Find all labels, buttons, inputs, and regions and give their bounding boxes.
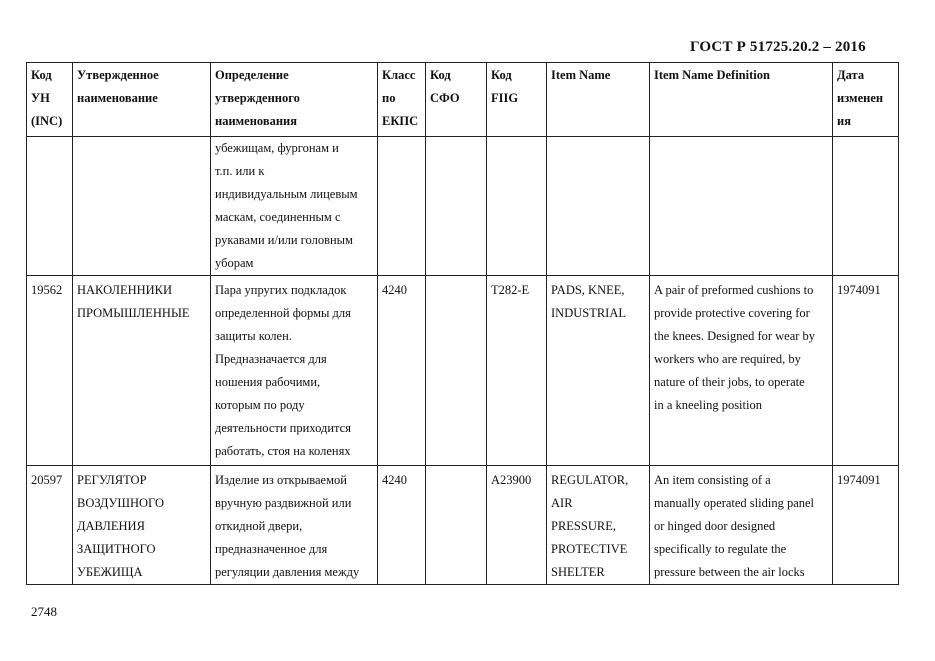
cell-ekps-class: 4240 <box>378 276 426 466</box>
text-line: Код <box>491 68 512 82</box>
text-line: рукавами и/или головным <box>215 233 353 247</box>
cell-change-date: 1974091 <box>833 466 899 585</box>
text-line: PRESSURE, <box>551 519 616 533</box>
cell-sfo-code <box>426 466 487 585</box>
text-line: Класс <box>382 68 416 82</box>
text-line: Item Name <box>551 68 611 82</box>
text-line: PADS, KNEE, <box>551 283 625 297</box>
text-line: изменен <box>837 91 884 105</box>
text-line: регуляции давления между <box>215 565 360 579</box>
text-line: убежищам, фургонам и <box>215 141 339 155</box>
header-ekps-class <box>378 63 426 137</box>
text-line: Код <box>31 68 52 82</box>
cell-ekps-class: 4240 <box>378 466 426 585</box>
cell-fiig-code <box>487 137 547 276</box>
header-fiig-code <box>487 63 547 137</box>
text-line: or hinged door designed <box>654 519 776 533</box>
text-line: Утвержденное <box>77 68 159 82</box>
table-row <box>27 137 899 276</box>
text-line: наименование <box>77 91 158 105</box>
header-approved-name <box>73 63 211 137</box>
text-line: УН <box>31 91 50 105</box>
cell-item-name <box>547 466 650 585</box>
text-line: защиты колен. <box>215 329 292 343</box>
text-line: Определение <box>215 68 289 82</box>
text-line: по <box>382 91 396 105</box>
cell-item-name-definition <box>650 466 833 585</box>
text-line: provide protective covering for <box>654 306 810 320</box>
text-line: УБЕЖИЩА <box>77 565 143 579</box>
text-line: Дата <box>837 68 865 82</box>
cell-inc <box>27 137 73 276</box>
text-line: утвержденного <box>215 91 300 105</box>
text-line: определенной формы для <box>215 306 351 320</box>
text-line: (INC) <box>31 114 63 128</box>
text-line: nature of their jobs, to operate <box>654 375 805 389</box>
text-line: REGULATOR, <box>551 473 629 487</box>
header-row <box>27 63 899 137</box>
cell-approved-name <box>73 137 211 276</box>
text-line: in a kneeling position <box>654 398 762 412</box>
text-line: ия <box>837 114 851 128</box>
header-sfo-code <box>426 63 487 137</box>
text-line: ВОЗДУШНОГО <box>77 496 164 510</box>
cell-fiig-code: A23900 <box>487 466 547 585</box>
text-line: маскам, соединенным с <box>215 210 341 224</box>
cell-item-name-definition <box>650 276 833 466</box>
cell-item-name-definition <box>650 137 833 276</box>
text-line: SHELTER <box>551 565 605 579</box>
text-line: ДАВЛЕНИЯ <box>77 519 145 533</box>
text-line: specifically to regulate the <box>654 542 787 556</box>
cell-change-date <box>833 137 899 276</box>
header-item-name <box>547 63 650 137</box>
header-change-date <box>833 63 899 137</box>
text-line: Item Name Definition <box>654 68 770 82</box>
cell-sfo-code <box>426 276 487 466</box>
text-line: РЕГУЛЯТОР <box>77 473 147 487</box>
cell-definition <box>211 276 378 466</box>
text-line: ЕКПС <box>382 114 419 128</box>
cell-fiig-code: T282-E <box>487 276 547 466</box>
table-row <box>27 466 899 585</box>
text-line: ношения рабочими, <box>215 375 321 389</box>
text-line: FIIG <box>491 91 519 105</box>
cell-sfo-code <box>426 137 487 276</box>
cell-change-date: 1974091 <box>833 276 899 466</box>
standard-title: ГОСТ Р 51725.20.2 – 2016 <box>690 39 866 55</box>
text-line: СФО <box>430 91 460 105</box>
cell-inc: 19562 <box>27 276 73 466</box>
header-inc <box>27 63 73 137</box>
text-line: manually operated sliding panel <box>654 496 815 510</box>
text-line: работать, стоя на коленях <box>215 444 351 458</box>
text-line: наименования <box>215 114 298 128</box>
text-line: Изделие из открываемой <box>215 473 347 487</box>
text-line: AIR <box>551 496 573 510</box>
table-row <box>27 276 899 466</box>
text-line: вручную раздвижной или <box>215 496 352 510</box>
text-line: ЗАЩИТНОГО <box>77 542 156 556</box>
text-line: An item consisting of a <box>654 473 771 487</box>
text-line: INDUSTRIAL <box>551 306 626 320</box>
page-number: 2748 <box>31 604 57 619</box>
header-item-name-definition <box>650 63 833 137</box>
text-line: PROTECTIVE <box>551 542 628 556</box>
text-line: откидной двери, <box>215 519 303 533</box>
text-line: Предназначается для <box>215 352 327 366</box>
cell-approved-name <box>73 466 211 585</box>
text-line: НАКОЛЕННИКИ <box>77 283 173 297</box>
cell-definition <box>211 137 378 276</box>
text-line: ПРОМЫШЛЕННЫЕ <box>77 306 190 320</box>
text-line: которым по роду <box>215 398 305 412</box>
text-line: индивидуальным лицевым <box>215 187 358 201</box>
cell-approved-name <box>73 276 211 466</box>
text-line: pressure between the air locks <box>654 565 805 579</box>
cell-item-name <box>547 276 650 466</box>
header-definition <box>211 63 378 137</box>
text-line: предназначенное для <box>215 542 328 556</box>
catalog-table <box>26 62 899 585</box>
cell-inc: 20597 <box>27 466 73 585</box>
text-line: A pair of preformed cushions to <box>654 283 814 297</box>
text-line: Пара упругих подкладок <box>215 283 347 297</box>
text-line: т.п. или к <box>215 164 265 178</box>
text-line: уборам <box>215 256 254 270</box>
text-line: деятельности приходится <box>215 421 351 435</box>
cell-ekps-class <box>378 137 426 276</box>
cell-item-name <box>547 137 650 276</box>
text-line: Код <box>430 68 451 82</box>
text-line: workers who are required, by <box>654 352 801 366</box>
text-line: the knees. Designed for wear by <box>654 329 816 343</box>
cell-definition <box>211 466 378 585</box>
